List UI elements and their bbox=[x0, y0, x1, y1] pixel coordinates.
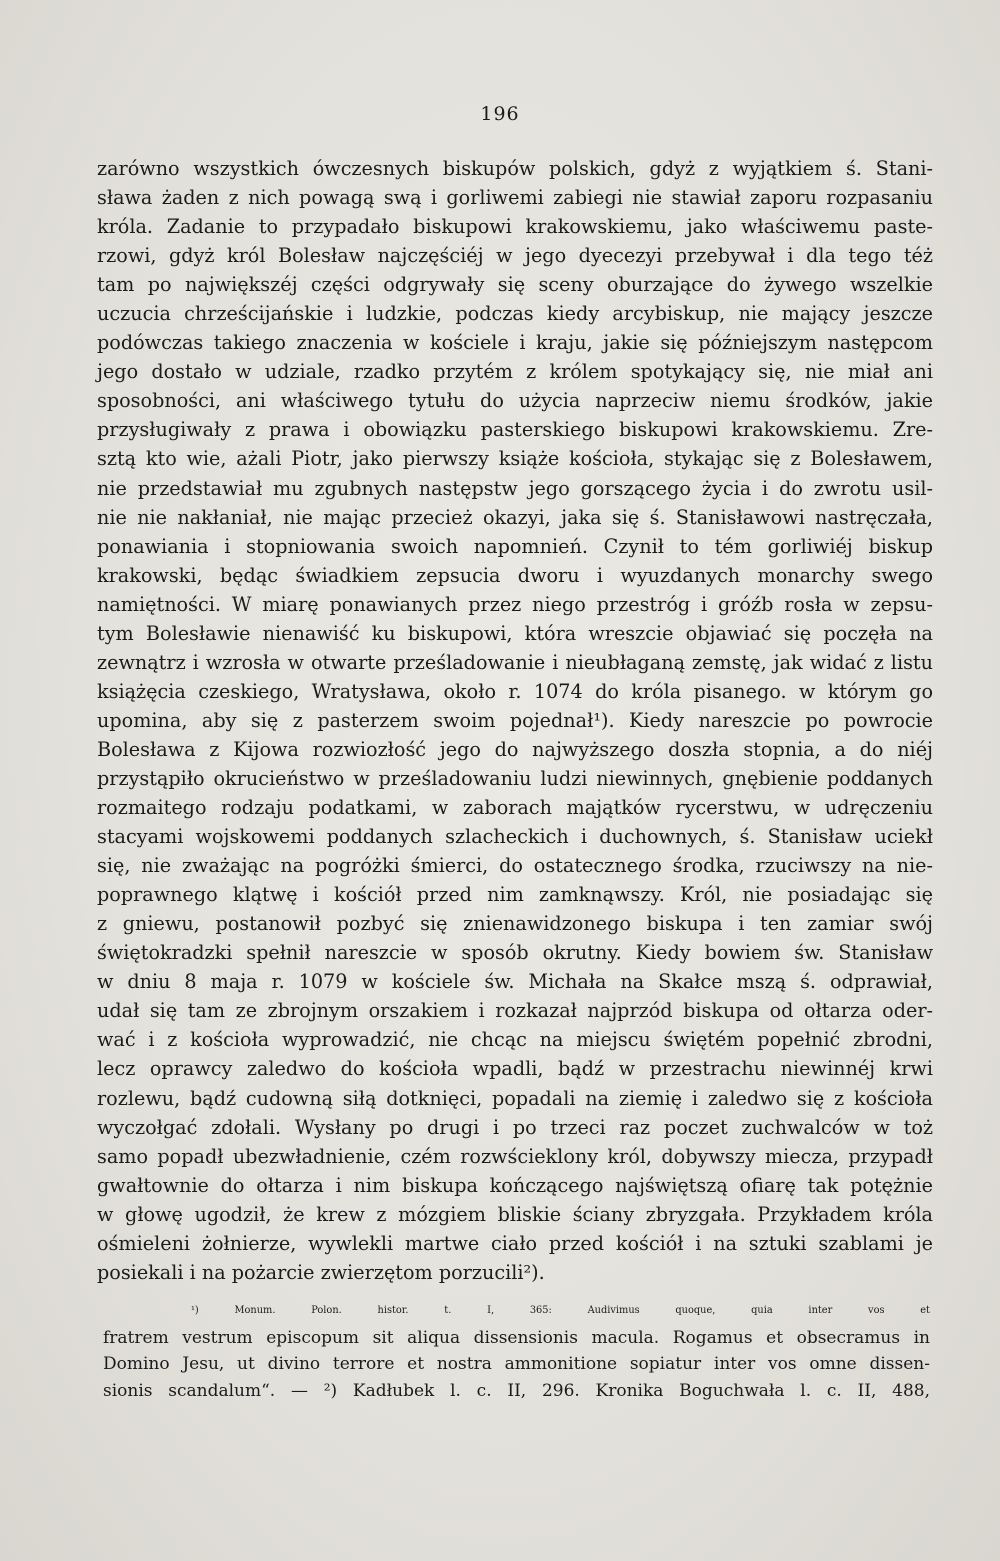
text-line: sztą kto wie, ażali Piotr, jako pierwszy książe kościoła, stykając się z Bolesławem, bbox=[97, 447, 933, 471]
text-line: poprawnego klątwę i kościół przed nim zamknąwszy. Król, nie posiadając się bbox=[97, 883, 933, 907]
footnote-line: sionis scandalum“. — ²) Kadłubek l. c. II, 296. Kronika Boguchwała l. c. II, 488, bbox=[103, 1380, 930, 1401]
text-line: przysługiwały z prawa i obowiązku pasterskiego biskupowi krakowskiemu. Zre- bbox=[97, 418, 933, 442]
text-line: ośmieleni żołnierze, wywlekli martwe ciało przed kościół i na sztuki szablami je bbox=[97, 1231, 933, 1255]
text-line: posiekali i na pożarcie zwierzętom porzucili²). bbox=[97, 1260, 545, 1284]
text-line: upomina, aby się z pasterzem swoim pojednał¹). Kiedy nareszcie po powrocie bbox=[97, 708, 933, 732]
text-line: lecz oprawcy zaledwo do kościoła wpadli, bądź w przestrachu niewinnéj krwi bbox=[97, 1057, 933, 1081]
text-line: zarówno wszystkich ówczesnych biskupów polskich, gdyż z wyjątkiem ś. Stani- bbox=[97, 157, 933, 180]
text-line: nie przedstawiał mu zgubnych następstw jego gorszącego życia i do zwrotu usil- bbox=[97, 476, 933, 500]
text-line: Bolesława z Kijowa rozwiozłość jego do najwyższego doszła stopnia, a do niéj bbox=[97, 737, 933, 761]
text-line: krakowski, będąc świadkiem zepsucia dworu i wyuzdanych monarchy swego bbox=[97, 563, 933, 587]
text-line: nie nie nakłaniał, nie mając przecież okazyi, jaka się ś. Stanisławowi nastręczała, bbox=[97, 505, 933, 529]
footnote-line: ¹) Monum. Polon. histor. t. I, 365: Audivimus quoque, quia inter vos et bbox=[191, 1305, 930, 1316]
footnotes bbox=[103, 1298, 930, 1404]
text-line: w głowę ugodził, że krew z mózgiem bliskie ściany zbryzgała. Przykładem króla bbox=[97, 1202, 933, 1226]
text-line: samo popadł ubezwładnienie, czém rozwścieklony król, dobywszy miecza, przypadł bbox=[97, 1144, 933, 1168]
text-line: książęcia czeskiego, Wratysława, około r. 1074 do króla pisanego. w którym go bbox=[97, 679, 933, 703]
page-number: 196 bbox=[480, 103, 520, 125]
text-line: namiętności. W miarę ponawianych przez niego przestróg i gróźb rosła w zepsu- bbox=[97, 592, 933, 616]
main-text bbox=[97, 154, 933, 1287]
text-line: zewnątrz i wzrosła w otwarte prześladowanie i nieubłaganą zemstę, jak widać z listu bbox=[97, 650, 933, 674]
text-line: stacyami wojskowemi poddanych szlacheckich i duchownych, ś. Stanisław uciekł bbox=[97, 825, 933, 849]
text-line: jego dostało w udziale, rzadko przytém z królem spotykający się, nie miał ani bbox=[97, 360, 933, 384]
text-line: świętokradzki spełnił nareszcie w sposób okrutny. Kiedy bowiem św. Stanisław bbox=[97, 941, 933, 965]
text-line: sława żaden z nich powagą swą i gorliwemi zabiegi nie stawiał zaporu rozpasaniu bbox=[97, 186, 933, 210]
text-line: przystąpiło okrucieństwo w prześladowaniu ludzi niewinnych, gnębienie poddanych bbox=[97, 766, 933, 790]
text-line: tam po największéj części odgrywały się sceny oburzające do żywego wszelkie bbox=[97, 273, 933, 297]
text-line: sposobności, ani właściwego tytułu do użycia naprzeciw niemu środków, jakie bbox=[97, 389, 933, 413]
text-line: udał się tam ze zbrojnym orszakiem i rozkazał najprzód biskupa od ołtarza oder- bbox=[97, 999, 933, 1023]
text-line: podówczas takiego znaczenia w kościele i kraju, jakie się późniejszym następcom bbox=[97, 331, 933, 355]
text-line: wać i z kościoła wyprowadzić, nie chcąc na miejscu świętém popełnić zbrodni, bbox=[97, 1028, 933, 1052]
text-line: gwałtownie do ołtarza i nim biskupa kończącego najświętszą ofiarę tak potężnie bbox=[97, 1173, 933, 1197]
text-line: króla. Zadanie to przypadało biskupowi krakowskiemu, jako właściwemu paste- bbox=[97, 215, 933, 239]
text-line: się, nie zważając na pogróżki śmierci, do ostatecznego środka, rzuciwszy na nie- bbox=[97, 854, 933, 878]
text-line: tym Bolesławie nienawiść ku biskupowi, która wreszcie objawiać się poczęła na bbox=[97, 621, 933, 645]
text-line: ponawiania i stopniowania swoich napomnień. Czynił to tém gorliwiéj biskup bbox=[97, 534, 933, 558]
footnote-line: fratrem vestrum episcopum sit aliqua dissensionis macula. Rogamus et obsecramus in bbox=[103, 1327, 930, 1348]
text-line: rozmaitego rodzaju podatkami, w zaborach majątków rycerstwu, w udręczeniu bbox=[97, 796, 933, 820]
text-line: wyczołgać zdołali. Wysłany po drugi i po trzeci raz poczet zuchwalców w toż bbox=[97, 1115, 933, 1139]
footnote-line: Domino Jesu, ut divino terrore et nostra ammonitione sopiatur inter vos omne dissen- bbox=[103, 1354, 930, 1374]
text-line: rozlewu, bądź cudowną siłą dotknięci, popadali na ziemię i zaledwo się z kościoła bbox=[97, 1086, 933, 1110]
text-line: uczucia chrześcijańskie i ludzkie, podczas kiedy arcybiskup, nie mający jeszcze bbox=[97, 302, 933, 326]
text-line: w dniu 8 maja r. 1079 w kościele św. Michała na Skałce mszą ś. odprawiał, bbox=[97, 970, 933, 994]
text-line: rzowi, gdyż król Bolesław najczęściéj w jego dyecezyi przebywał i dla tego téż bbox=[97, 244, 933, 268]
text-line: z gniewu, postanowił pozbyć się znienawidzonego biskupa i ten zamiar swój bbox=[97, 912, 933, 936]
